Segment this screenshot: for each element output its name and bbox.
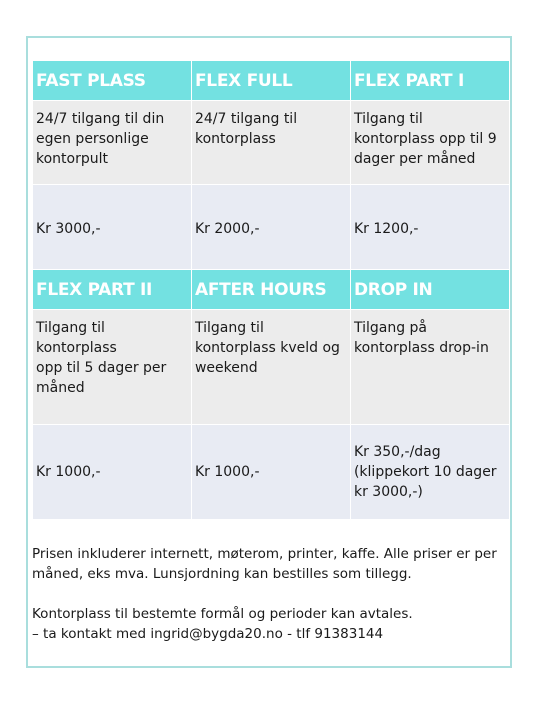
plan-price: Kr 1000,-: [191, 425, 350, 520]
plan-name: FLEX PART I: [350, 61, 509, 101]
plan-name: AFTER HOURS: [191, 270, 350, 310]
description-row: [33, 101, 510, 185]
plan-description: 24/7 tilgang til din egen personlige kontorpult: [33, 101, 192, 185]
contact-info: – ta kontakt med ingrid@bygda20.no - tlf 91383144: [32, 626, 384, 642]
header-row: [33, 270, 510, 310]
plan-description: 24/7 tilgang til kontorplass: [191, 101, 350, 185]
description-row: [33, 310, 510, 425]
plan-price: Kr 1200,-: [350, 185, 509, 274]
price-row: [33, 425, 510, 520]
plan-description: Tilgang til kontorplass opp til 5 dager per måned: [33, 310, 192, 425]
plan-description: Tilgang til kontorplass kveld og weekend: [191, 310, 350, 425]
footer-notes: [32, 544, 510, 644]
plan-price: Kr 3000,-: [33, 185, 192, 274]
plan-description: Tilgang til kontorplass opp til 9 dager per måned: [350, 101, 509, 185]
plan-name: DROP IN: [350, 270, 509, 310]
price-card: [26, 36, 512, 668]
plan-description: Tilgang på kontorplass drop-in: [350, 310, 509, 425]
pricing-note: Prisen inkluderer internett, møterom, printer, kaffe. Alle priser er per måned, eks mva. Lunsjordning kan bestilles som tillegg.: [32, 546, 497, 582]
plan-price: Kr 2000,-: [191, 185, 350, 274]
plan-name: FAST PLASS: [33, 61, 192, 101]
plan-name: FLEX PART II: [33, 270, 192, 310]
arrangement-note: Kontorplass til bestemte formål og perioder kan avtales.: [32, 606, 413, 622]
plan-price: Kr 350,-/dag (klippekort 10 dager kr 3000,-): [350, 425, 509, 520]
price-table-1: [32, 60, 510, 274]
plan-name: FLEX FULL: [191, 61, 350, 101]
header-row: [33, 61, 510, 101]
price-row: [33, 185, 510, 274]
plan-price: Kr 1000,-: [33, 425, 192, 520]
price-table-2: [32, 269, 510, 520]
